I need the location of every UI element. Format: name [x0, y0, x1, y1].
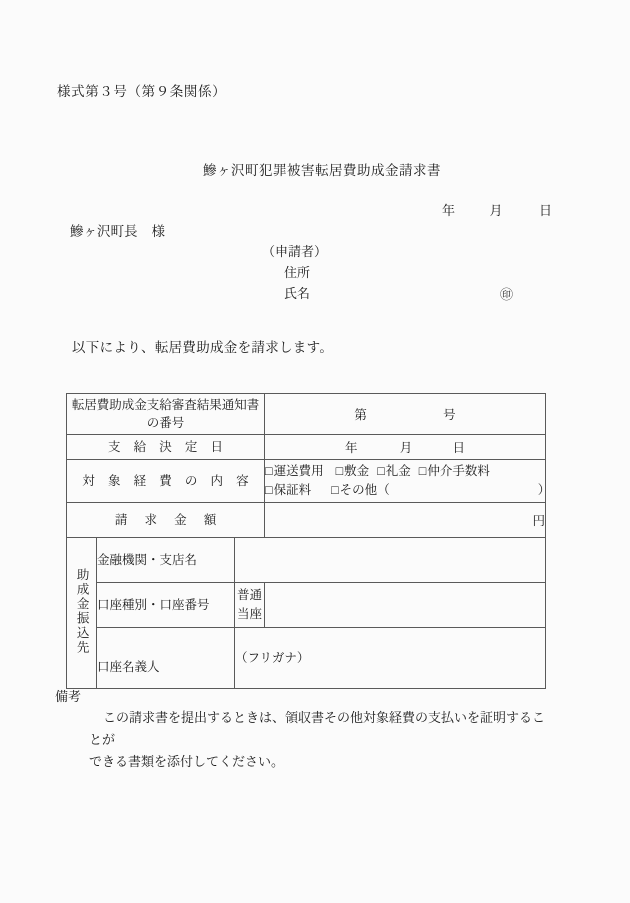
applicant-block	[262, 241, 514, 304]
form-number: 様式第３号（第９条関係）	[57, 84, 227, 99]
bank-institution-label: 金融機関・支店名	[97, 538, 235, 583]
addressee-honorific: 様	[151, 224, 165, 239]
option-label-brokerage[interactable]: 仲介手数料	[427, 464, 490, 478]
claim-amount-label: 請 求 金 額	[67, 503, 265, 538]
claim-amount-value-cell[interactable]	[265, 503, 546, 538]
addressee-name: 鰺ヶ沢町長	[70, 224, 138, 239]
checkbox-transport-icon[interactable]: □	[265, 464, 273, 478]
furigana-label: （フリガナ）	[235, 651, 310, 665]
remarks-body	[55, 707, 555, 773]
option-label-key-money[interactable]: 礼金	[385, 464, 411, 478]
date-month-label: 月	[489, 203, 503, 218]
account-type-current[interactable]: 当座	[237, 607, 263, 621]
date-year-label: 年	[441, 203, 455, 218]
addressee	[70, 220, 165, 240]
option-label-other[interactable]: その他	[339, 483, 378, 497]
notice-number-label-line2: の番号	[146, 416, 185, 430]
other-open-paren: （	[377, 483, 390, 497]
option-label-guarantee[interactable]: 保証料	[273, 483, 312, 497]
expense-options-line2	[265, 481, 551, 500]
table-row-decision-date	[67, 435, 546, 460]
intro-sentence: 以下により、転居費助成金を請求します。	[72, 340, 334, 355]
other-close-paren: ）	[537, 483, 551, 497]
checkbox-brokerage-icon[interactable]: □	[418, 464, 427, 478]
seal-icon: ㊞	[500, 287, 514, 302]
decision-date-month: 月	[399, 441, 413, 455]
expense-content-options-cell	[265, 460, 551, 503]
notice-number-value-cell[interactable]	[265, 394, 546, 435]
option-label-deposit[interactable]: 敷金	[344, 464, 370, 478]
notice-number-prefix: 第	[354, 408, 367, 422]
bank-account-label: 口座種別・口座番号	[97, 583, 235, 628]
remarks-section	[55, 687, 555, 773]
decision-date-day: 日	[452, 441, 466, 455]
bank-holder-label: 口座名義人	[97, 628, 235, 689]
expense-content-label: 対 象 経 費 の 内 容	[67, 460, 265, 503]
decision-date-year: 年	[345, 441, 358, 455]
date-line	[442, 200, 552, 219]
table-row-bank-account	[67, 583, 546, 628]
applicant-name-label: 氏名	[284, 286, 311, 301]
decision-date-label: 支 給 決 定 日	[67, 435, 265, 460]
remarks-line-2: できる書類を添付してください。	[89, 754, 285, 769]
checkbox-key-money-icon[interactable]: □	[377, 464, 385, 478]
applicant-address-label: 住所	[284, 265, 311, 280]
claim-form-table	[66, 393, 551, 689]
document-title: 鰺ヶ沢町犯罪被害転居費助成金請求書	[203, 163, 441, 178]
notice-number-label	[67, 394, 265, 435]
expense-options-line1	[265, 462, 545, 481]
notice-number-label-line1: 転居費助成金支給審査結果通知書	[71, 398, 260, 412]
option-label-transport[interactable]: 運送費用	[273, 464, 324, 478]
applicant-heading: （申請者）	[262, 244, 328, 259]
checkbox-guarantee-icon[interactable]: □	[265, 483, 273, 497]
remarks-title: 備考	[55, 689, 82, 704]
table-row-notice-number	[67, 394, 546, 435]
decision-date-value-cell[interactable]	[265, 435, 546, 460]
table-row-bank-institution	[67, 538, 546, 583]
date-day-label: 日	[538, 203, 552, 218]
checkbox-other-icon[interactable]: □	[331, 483, 339, 497]
applicant-name-row	[262, 283, 514, 304]
bank-holder-value-cell[interactable]	[235, 628, 546, 689]
checkbox-deposit-icon[interactable]: □	[335, 464, 344, 478]
account-type-ordinary[interactable]: 普通	[237, 588, 263, 602]
remarks-line-1: この請求書を提出するときは、領収書その他対象経費の支払いを証明することが	[89, 710, 546, 747]
table-row-bank-holder	[67, 628, 546, 689]
notice-number-suffix: 号	[443, 408, 456, 422]
table-row-expense-content	[67, 460, 546, 503]
account-type-options[interactable]	[235, 583, 265, 628]
claim-amount-unit: 円	[532, 514, 546, 528]
bank-account-number-value-cell[interactable]	[265, 583, 546, 628]
bank-institution-value-cell[interactable]	[235, 538, 546, 583]
bank-section-vertical-label: 助成金振込先	[67, 538, 97, 689]
table-row-claim-amount	[67, 503, 546, 538]
